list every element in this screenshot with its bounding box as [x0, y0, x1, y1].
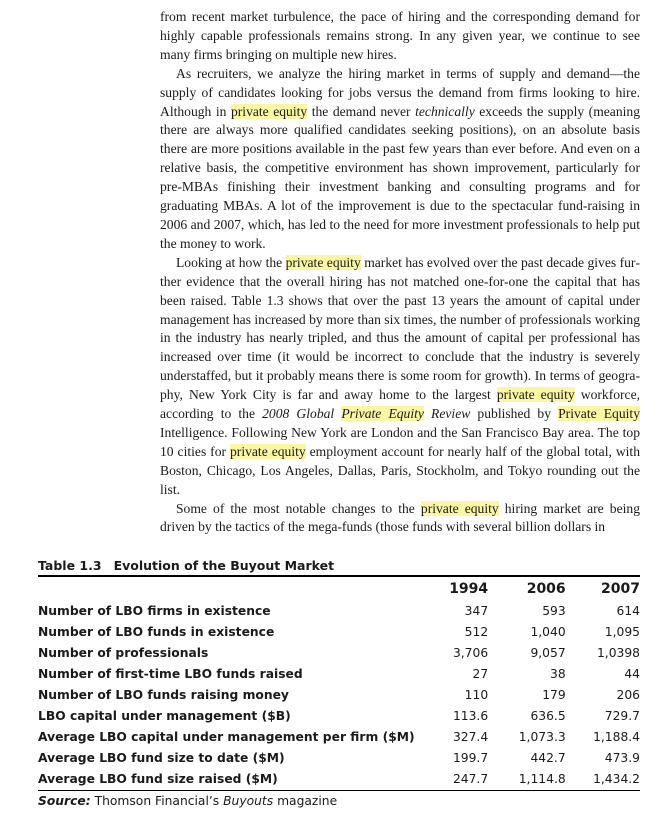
cell-value: 593 [542, 604, 566, 618]
cell-value: 199.7 [452, 751, 489, 765]
header-year: 1994 [449, 581, 489, 597]
cell-value: 247.7 [452, 772, 489, 786]
header-blank [38, 577, 415, 601]
paragraph [160, 500, 640, 538]
highlighted-term: private equity [420, 500, 499, 516]
cell-value: 9,057 [530, 646, 566, 660]
cell-value: 1,188.4 [593, 730, 640, 744]
row-label: Average LBO fund size raised ($M) [38, 772, 278, 786]
row-label: Number of professionals [38, 646, 209, 660]
table-caption [38, 556, 640, 575]
row-label: LBO capital under management ($B) [38, 709, 291, 723]
text-run: Intelligence. Following New York are London and the San Francisco Bay area. The top 10 cities for [160, 424, 640, 459]
cell-value: 473.9 [604, 751, 640, 765]
text-run: As recruiters, we analyze the hiring market in terms of supply and demand—the supply of candidates looking for jobs versus the demand from firms looking to hire. Although in [160, 65, 640, 119]
buyout-market-table [38, 556, 640, 810]
text-run: workforce, according to the [160, 387, 641, 422]
cell-value: 38 [550, 667, 566, 681]
table-row [38, 643, 640, 664]
text-run: the demand never [307, 103, 416, 119]
highlighted-term: private equity [230, 103, 308, 119]
cell-value: 442.7 [530, 751, 566, 765]
cell-value: 1,073.3 [518, 730, 566, 744]
cell-value: 729.7 [604, 709, 640, 723]
table-bottom-rule [38, 790, 640, 791]
row-label: Number of first-time LBO funds raised [38, 667, 303, 681]
cell-value: 327.4 [452, 730, 489, 744]
table-title: Evolution of the Buyout Market [113, 558, 335, 573]
text-run: exceeds the supply (meaning there are always more qualified candidates seeking positions), on an absolute basis there are more positions available in the past few years than ever before. And even on a relative basis, the competitive environment has shown improvement, particularly for pre-MBAs finishing their investment banking and consulting programs and for graduating MBAs. A lot of the improvement is due to the spectacular fund-raising in 2006 and 2007, which, has led to the need for more investment professionals to help put the money to work. [160, 103, 641, 251]
table-row [38, 769, 640, 790]
table-number: Table 1.3 [38, 558, 102, 573]
cell-value: 512 [464, 625, 489, 639]
paragraph [160, 254, 640, 500]
header-year: 2006 [526, 581, 566, 597]
cell-value: 1,0398 [596, 646, 640, 660]
highlighted-term: Private Equity [558, 406, 640, 422]
row-label: Number of LBO funds in existence [38, 625, 275, 639]
highlighted-term: private equity [230, 443, 306, 459]
cell-value: 1,434.2 [593, 772, 640, 786]
row-label: Average LBO capital under management per firm ($M) [38, 730, 415, 744]
cell-value: 636.5 [530, 709, 566, 723]
cell-value: 206 [616, 688, 640, 702]
highlighted-term: Private Equity [341, 406, 424, 422]
cell-value: 110 [464, 688, 489, 702]
table-row [38, 685, 640, 706]
text-run: 2008 Global [262, 406, 342, 422]
source-publication: Buyouts [223, 794, 274, 808]
cell-value: 347 [464, 604, 489, 618]
cell-value: 3,706 [452, 646, 489, 660]
text-run: Looking at how the [176, 254, 286, 270]
body-text [160, 8, 640, 537]
text-run: Some of the most notable changes to the [176, 500, 421, 516]
row-label: Average LBO fund size to date ($M) [38, 751, 285, 765]
table-row [38, 622, 640, 643]
cell-value: 44 [624, 667, 640, 681]
text-run: market has evolved over the past decade gives further evidence that the overall hiring has not matched one-for-one the capital that has been raised. Table 1.3 shows that over the past 13 years the amount of capital under management has increased by more than six times, the number of professionals working in the industry has nearly tripled, and thus the amount of capital per professional has increased over time (it would be incorrect to conclude that the industry is severely understaffed, but it probably means there is some room for growth). In terms of geography, New York City is far and away home to the largest [160, 254, 640, 403]
header-year: 2007 [601, 581, 640, 597]
source-label: Source: [38, 794, 91, 808]
cell-value: 1,114.8 [518, 772, 566, 786]
text-run: Review [423, 406, 471, 422]
cell-value: 179 [542, 688, 566, 702]
text-run: employment account for nearly half of the global total, with Boston, Chicago, Los Angeles, Dallas, Paris, Stockholm, and Tokyo rounding out the list. [160, 443, 640, 497]
paragraph [160, 65, 640, 254]
row-label: Number of LBO funds raising money [38, 688, 289, 702]
table-row [38, 664, 640, 685]
table-row [38, 727, 640, 748]
row-label: Number of LBO firms in existence [38, 604, 271, 618]
cell-value: 1,040 [530, 625, 566, 639]
text-run: technically [415, 103, 475, 119]
table-source [38, 792, 640, 810]
paragraph [160, 8, 640, 65]
highlighted-term: private equity [285, 254, 361, 270]
cell-value: 27 [472, 667, 489, 681]
table-row [38, 601, 640, 622]
table-row [38, 748, 640, 769]
cell-value: 113.6 [452, 709, 489, 723]
text-run: hiring market are being driven by the tactics of the mega-funds (those funds with several billion dollars in [160, 500, 640, 535]
text-run: published by [470, 406, 559, 422]
cell-value: 1,095 [604, 625, 640, 639]
table-header-row [38, 577, 640, 601]
table-row [38, 706, 640, 727]
data-table [38, 577, 640, 790]
cell-value: 614 [616, 604, 640, 618]
source-text: Thomson Financial’s [90, 794, 224, 808]
text-run: from recent market turbulence, the pace of hiring and the corresponding demand for highly capable professionals remains strong. In any given year, we continue to see many firms bringing on multiple new hires. [160, 9, 640, 62]
highlighted-term: private equity [496, 387, 575, 403]
source-suffix: magazine [273, 794, 338, 808]
